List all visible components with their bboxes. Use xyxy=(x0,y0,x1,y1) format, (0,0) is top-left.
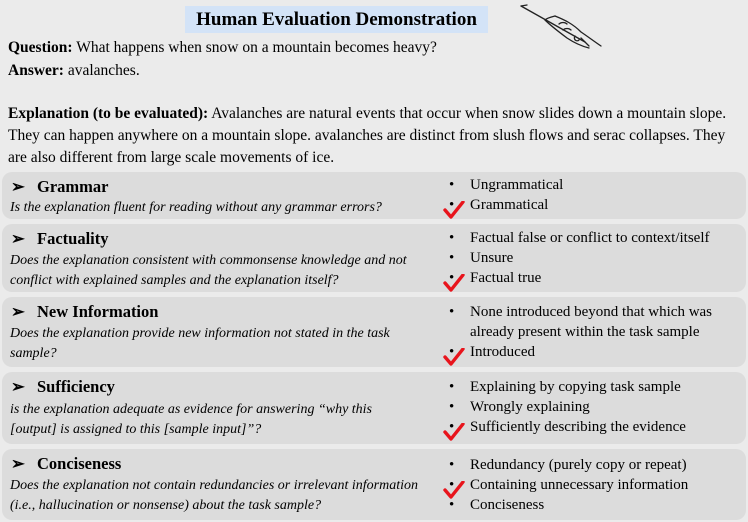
question-text: What happens when snow on a mountain becomes heavy? xyxy=(72,39,437,56)
option-list xyxy=(446,455,688,515)
option-list xyxy=(446,302,746,362)
criterion-grammar xyxy=(2,172,746,219)
option-label: Redundancy (purely copy or repeat) xyxy=(470,457,687,473)
criterion-name: Conciseness xyxy=(37,454,122,473)
arrow-bullet-icon: ➢ xyxy=(11,302,25,321)
option-item[interactable] xyxy=(446,377,686,397)
criterion-title xyxy=(11,229,109,249)
option-item[interactable] xyxy=(446,397,686,417)
arrow-bullet-icon: ➢ xyxy=(11,377,25,396)
option-item[interactable] xyxy=(446,228,710,248)
option-label: Introduced xyxy=(470,344,535,360)
arrow-bullet-icon: ➢ xyxy=(11,229,25,248)
option-list xyxy=(446,377,686,437)
red-check-icon xyxy=(443,348,465,366)
answer-text: avalanches. xyxy=(63,62,140,79)
criterion-title xyxy=(11,377,115,397)
option-label: Wrongly explaining xyxy=(470,399,590,415)
option-label: Factual false or conflict to context/itself xyxy=(470,230,710,246)
explanation-paragraph xyxy=(8,103,743,169)
page-title: Human Evaluation Demonstration xyxy=(185,6,488,33)
criterion-question: Is the explanation fluent for reading without any grammar errors? xyxy=(10,200,382,215)
criterion-conciseness xyxy=(2,449,746,520)
bullet-dot: • xyxy=(449,197,455,213)
option-label: Explaining by copying task sample xyxy=(470,379,681,395)
option-item[interactable] xyxy=(446,495,688,515)
bullet-dot: • xyxy=(449,497,455,513)
criterion-name: Factuality xyxy=(37,229,109,248)
bullet-dot: • xyxy=(449,419,455,435)
option-item[interactable] xyxy=(446,248,710,268)
question-label: Question: xyxy=(8,39,73,56)
criterion-name: Sufficiency xyxy=(37,377,115,396)
option-item-selected[interactable] xyxy=(446,195,563,215)
arrow-bullet-icon: ➢ xyxy=(11,177,25,196)
red-check-icon xyxy=(443,274,465,292)
criterion-name: New Information xyxy=(37,302,159,321)
option-item-selected[interactable] xyxy=(446,417,686,437)
option-item-selected[interactable] xyxy=(446,342,746,362)
option-label: Ungrammatical xyxy=(470,177,564,193)
criterion-name: Grammar xyxy=(37,177,109,196)
bullet-dot: • xyxy=(449,399,455,415)
pen-writing-icon xyxy=(515,2,607,52)
criterion-new-information xyxy=(2,297,746,367)
option-label: Grammatical xyxy=(470,197,549,213)
red-check-icon xyxy=(443,423,465,441)
option-item-selected[interactable] xyxy=(446,475,688,495)
option-list xyxy=(446,228,710,288)
bullet-dot: • xyxy=(449,304,455,320)
option-item[interactable] xyxy=(446,175,563,195)
option-label: Sufficiently describing the evidence xyxy=(470,419,686,435)
arrow-bullet-icon: ➢ xyxy=(11,454,25,473)
criterion-title xyxy=(11,177,108,197)
explanation-label: Explanation (to be evaluated): xyxy=(8,105,209,122)
option-label: Factual true xyxy=(470,270,542,286)
bullet-dot: • xyxy=(449,477,455,493)
criterion-title xyxy=(11,454,121,474)
criterion-title xyxy=(11,302,158,322)
bullet-dot: • xyxy=(449,250,455,266)
option-item[interactable] xyxy=(446,302,746,342)
option-item-selected[interactable] xyxy=(446,268,710,288)
option-label: Unsure xyxy=(470,250,514,266)
bullet-dot: • xyxy=(449,344,455,360)
criterion-question: Does the explanation not contain redundancies or irrelevant information (i.e., hallucination or nonsense) about the task sample? xyxy=(10,478,419,513)
red-check-icon xyxy=(443,201,465,219)
question-line xyxy=(8,38,437,58)
option-list xyxy=(446,175,563,215)
option-label: Containing unnecessary information xyxy=(470,477,689,493)
criterion-question: Does the explanation provide new information not stated in the task sample? xyxy=(10,326,390,361)
criterion-question: is the explanation adequate as evidence for answering “why this [output] is assigned to this [sample input]”? xyxy=(10,402,373,437)
bullet-dot: • xyxy=(449,270,455,286)
answer-label: Answer: xyxy=(8,62,64,79)
bullet-dot: • xyxy=(449,230,455,246)
bullet-dot: • xyxy=(449,177,455,193)
explanation-text: Avalanches are natural events that occur when snow slides down a mountain slope. They can happen anywhere on a mountain slope. avalanches are distinct from slush flows and serac collapses. They are also different from large scale movements of ice. xyxy=(8,105,727,166)
criterion-question: Does the explanation consistent with commonsense knowledge and not conflict with explained samples and the explanation itself? xyxy=(10,253,407,288)
bullet-dot: • xyxy=(449,379,455,395)
bullet-dot: • xyxy=(449,457,455,473)
criterion-factuality xyxy=(2,224,746,292)
criterion-sufficiency xyxy=(2,372,746,444)
option-item[interactable] xyxy=(446,455,688,475)
option-label: None introduced beyond that which was already present within the task sample xyxy=(470,304,713,340)
answer-line xyxy=(8,61,140,81)
option-label: Conciseness xyxy=(470,497,545,513)
